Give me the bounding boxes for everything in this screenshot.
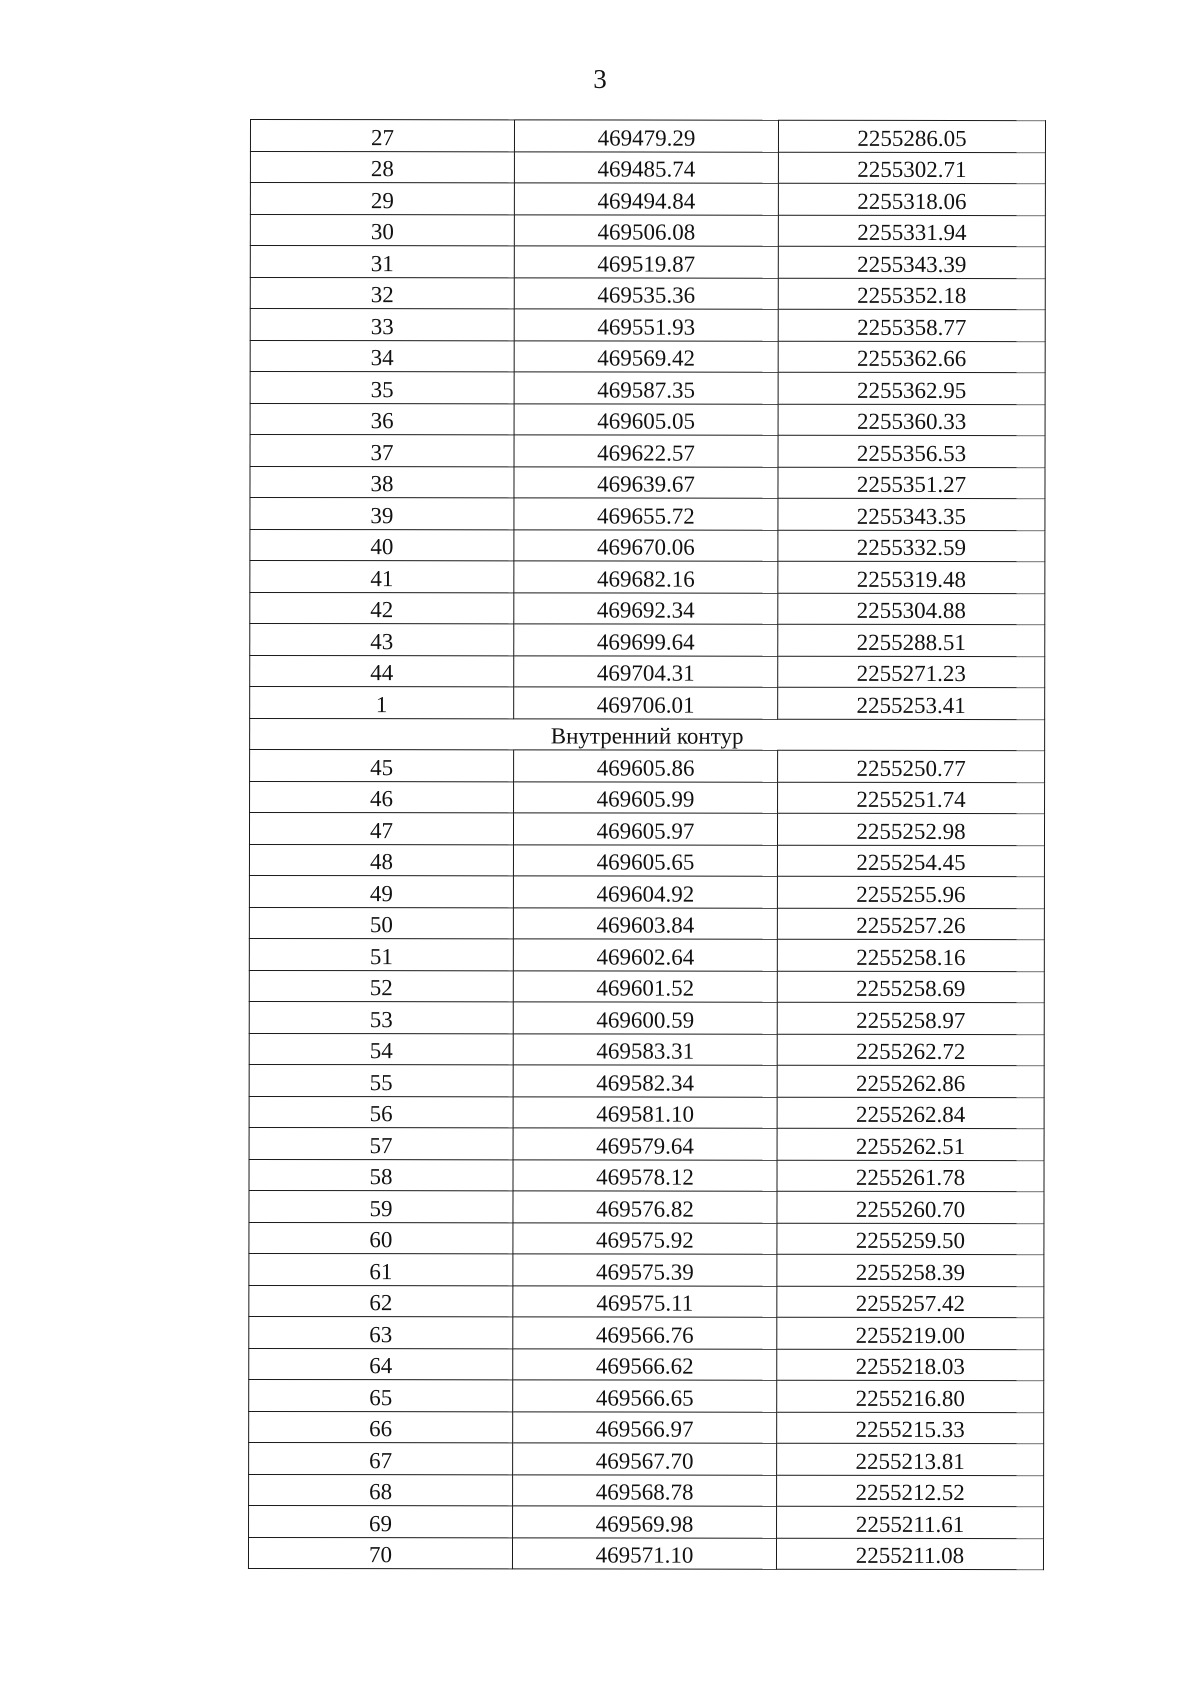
table-row: [249, 1033, 1044, 1066]
table-row: [249, 1379, 1044, 1412]
x-coordinate-cell: 469566.97: [513, 1411, 777, 1443]
x-coordinate-cell: 469566.65: [513, 1380, 777, 1412]
point-number-cell: 66: [249, 1411, 513, 1443]
point-number-cell: 52: [249, 970, 513, 1002]
y-coordinate-cell: 2255271.23: [778, 656, 1045, 688]
point-number-cell: 64: [249, 1348, 513, 1380]
x-coordinate-cell: 469603.84: [513, 907, 777, 939]
point-number-cell: 70: [248, 1537, 512, 1569]
table-row: [250, 655, 1045, 688]
table-row: [249, 1127, 1044, 1160]
point-number-cell: 69: [249, 1505, 513, 1537]
x-coordinate-cell: 469602.64: [513, 939, 777, 971]
point-number-cell: 49: [249, 875, 513, 907]
inner-contour-label: Внутренний контур: [250, 718, 1045, 751]
outer-contour-rows: [250, 120, 1046, 720]
y-coordinate-cell: 2255254.45: [777, 845, 1044, 877]
y-coordinate-cell: 2255358.77: [778, 309, 1045, 341]
point-number-cell: 43: [250, 624, 514, 656]
point-number-cell: 31: [250, 246, 514, 278]
page-number: 3: [593, 64, 607, 94]
x-coordinate-cell: 469605.65: [513, 844, 777, 876]
table-row: [250, 624, 1045, 657]
table-row: [249, 1159, 1044, 1192]
y-coordinate-cell: 2255212.52: [777, 1475, 1044, 1507]
x-coordinate-cell: 469578.12: [513, 1159, 777, 1191]
y-coordinate-cell: 2255318.06: [778, 183, 1045, 215]
point-number-cell: 51: [249, 938, 513, 970]
x-coordinate-cell: 469604.92: [513, 876, 777, 908]
x-coordinate-cell: 469485.74: [514, 151, 778, 183]
x-coordinate-cell: 469605.05: [514, 403, 778, 435]
point-number-cell: 45: [250, 750, 514, 782]
point-number-cell: 32: [250, 277, 514, 309]
point-number-cell: 41: [250, 561, 514, 593]
table-row: [249, 1253, 1044, 1286]
x-coordinate-cell: 469551.93: [514, 309, 778, 341]
x-coordinate-cell: 469575.92: [513, 1222, 777, 1254]
y-coordinate-cell: 2255286.05: [778, 120, 1045, 152]
table-row: [249, 938, 1044, 971]
y-coordinate-cell: 2255255.96: [777, 876, 1044, 908]
x-coordinate-cell: 469706.01: [514, 687, 778, 719]
table-row: [250, 561, 1045, 594]
table-row: [250, 309, 1045, 342]
table-row: [250, 498, 1045, 531]
table-row: [249, 1442, 1044, 1475]
point-number-cell: 38: [250, 466, 514, 498]
y-coordinate-cell: 2255302.71: [778, 152, 1045, 184]
y-coordinate-cell: 2255258.97: [777, 1002, 1044, 1034]
table-row: [250, 592, 1045, 625]
table-row: [248, 1537, 1043, 1570]
point-number-cell: 63: [249, 1316, 513, 1348]
table-row: [250, 277, 1045, 310]
table-row: [250, 246, 1045, 279]
table-row: [250, 151, 1045, 184]
y-coordinate-cell: 2255219.00: [777, 1317, 1044, 1349]
x-coordinate-cell: 469587.35: [514, 372, 778, 404]
point-number-cell: 46: [250, 781, 514, 813]
x-coordinate-cell: 469699.64: [514, 624, 778, 656]
table-row: [249, 970, 1044, 1003]
x-coordinate-cell: 469670.06: [514, 529, 778, 561]
point-number-cell: 27: [250, 120, 514, 152]
x-coordinate-cell: 469569.42: [514, 340, 778, 372]
x-coordinate-cell: 469568.78: [513, 1474, 777, 1506]
table-row: [249, 1474, 1044, 1507]
table-row: [250, 781, 1045, 814]
y-coordinate-cell: 2255216.80: [777, 1380, 1044, 1412]
y-coordinate-cell: 2255362.66: [778, 341, 1045, 373]
table-row: [249, 1285, 1044, 1318]
table-row: [250, 214, 1045, 247]
table-row: [249, 844, 1044, 877]
inner-contour-rows: [248, 750, 1044, 1570]
point-number-cell: 42: [250, 592, 514, 624]
y-coordinate-cell: 2255332.59: [778, 530, 1045, 562]
table-row: [250, 403, 1045, 436]
table-row: [249, 875, 1044, 908]
y-coordinate-cell: 2255257.42: [777, 1286, 1044, 1318]
y-coordinate-cell: 2255250.77: [778, 750, 1045, 782]
table-row: [250, 529, 1045, 562]
point-number-cell: 58: [249, 1159, 513, 1191]
x-coordinate-cell: 469692.34: [514, 592, 778, 624]
x-coordinate-cell: 469579.64: [513, 1128, 777, 1160]
x-coordinate-cell: 469682.16: [514, 561, 778, 593]
x-coordinate-cell: 469600.59: [513, 1002, 777, 1034]
table-row: [250, 183, 1045, 216]
point-number-cell: 50: [249, 907, 513, 939]
point-number-cell: 61: [249, 1253, 513, 1285]
point-number-cell: 44: [250, 655, 514, 687]
point-number-cell: 62: [249, 1285, 513, 1317]
table-row: [249, 907, 1044, 940]
table-row: [249, 1096, 1044, 1129]
y-coordinate-cell: 2255262.51: [777, 1128, 1044, 1160]
y-coordinate-cell: 2255262.72: [777, 1034, 1044, 1066]
table-row: [250, 372, 1045, 405]
y-coordinate-cell: 2255259.50: [777, 1223, 1044, 1255]
point-number-cell: 33: [250, 309, 514, 341]
y-coordinate-cell: 2255211.61: [777, 1506, 1044, 1538]
point-number-cell: 40: [250, 529, 514, 561]
inner-contour-header-row: [250, 718, 1045, 751]
y-coordinate-cell: 2255253.41: [778, 687, 1045, 719]
point-number-cell: 56: [249, 1096, 513, 1128]
table-row: [250, 120, 1045, 153]
y-coordinate-cell: 2255258.16: [777, 939, 1044, 971]
point-number-cell: 30: [250, 214, 514, 246]
y-coordinate-cell: 2255262.84: [777, 1097, 1044, 1129]
point-number-cell: 57: [249, 1127, 513, 1159]
x-coordinate-cell: 469566.76: [513, 1317, 777, 1349]
table-row: [250, 687, 1045, 720]
y-coordinate-cell: 2255352.18: [778, 278, 1045, 310]
y-coordinate-cell: 2255261.78: [777, 1160, 1044, 1192]
table-row: [249, 813, 1044, 846]
y-coordinate-cell: 2255260.70: [777, 1191, 1044, 1223]
y-coordinate-cell: 2255351.27: [778, 467, 1045, 499]
y-coordinate-cell: 2255213.81: [777, 1443, 1044, 1475]
y-coordinate-cell: 2255331.94: [778, 215, 1045, 247]
point-number-cell: 35: [250, 372, 514, 404]
table-row: [249, 1348, 1044, 1381]
point-number-cell: 65: [249, 1379, 513, 1411]
y-coordinate-cell: 2255218.03: [777, 1349, 1044, 1381]
table-row: [250, 750, 1045, 783]
point-number-cell: 68: [249, 1474, 513, 1506]
y-coordinate-cell: 2255262.86: [777, 1065, 1044, 1097]
point-number-cell: 29: [250, 183, 514, 215]
point-number-cell: 47: [249, 813, 513, 845]
x-coordinate-cell: 469639.67: [514, 466, 778, 498]
y-coordinate-cell: 2255319.48: [778, 561, 1045, 593]
table-row: [250, 340, 1045, 373]
point-number-cell: 34: [250, 340, 514, 372]
table-row: [249, 1411, 1044, 1444]
y-coordinate-cell: 2255215.33: [777, 1412, 1044, 1444]
x-coordinate-cell: 469582.34: [513, 1065, 777, 1097]
point-number-cell: 1: [250, 687, 514, 719]
x-coordinate-cell: 469576.82: [513, 1191, 777, 1223]
y-coordinate-cell: 2255251.74: [778, 782, 1045, 814]
x-coordinate-cell: 469655.72: [514, 498, 778, 530]
table-row: [249, 1064, 1044, 1097]
x-coordinate-cell: 469704.31: [514, 655, 778, 687]
x-coordinate-cell: 469575.39: [513, 1254, 777, 1286]
table-row: [249, 1222, 1044, 1255]
table-row: [249, 1190, 1044, 1223]
y-coordinate-cell: 2255343.39: [778, 246, 1045, 278]
y-coordinate-cell: 2255356.53: [778, 435, 1045, 467]
y-coordinate-cell: 2255252.98: [777, 813, 1044, 845]
x-coordinate-cell: 469566.62: [513, 1348, 777, 1380]
point-number-cell: 67: [249, 1442, 513, 1474]
y-coordinate-cell: 2255258.39: [777, 1254, 1044, 1286]
y-coordinate-cell: 2255304.88: [778, 593, 1045, 625]
section-header: [250, 718, 1045, 751]
y-coordinate-cell: 2255211.08: [776, 1538, 1043, 1570]
point-number-cell: 55: [249, 1064, 513, 1096]
x-coordinate-cell: 469605.97: [513, 813, 777, 845]
x-coordinate-cell: 469567.70: [513, 1443, 777, 1475]
point-number-cell: 48: [249, 844, 513, 876]
table-row: [249, 1505, 1044, 1538]
table-row: [249, 1001, 1044, 1034]
point-number-cell: 60: [249, 1222, 513, 1254]
y-coordinate-cell: 2255258.69: [777, 971, 1044, 1003]
x-coordinate-cell: 469601.52: [513, 970, 777, 1002]
x-coordinate-cell: 469571.10: [512, 1537, 776, 1569]
x-coordinate-cell: 469569.98: [513, 1506, 777, 1538]
point-number-cell: 53: [249, 1001, 513, 1033]
x-coordinate-cell: 469581.10: [513, 1096, 777, 1128]
point-number-cell: 54: [249, 1033, 513, 1065]
y-coordinate-cell: 2255343.35: [778, 498, 1045, 530]
x-coordinate-cell: 469479.29: [514, 120, 778, 152]
x-coordinate-cell: 469575.11: [513, 1285, 777, 1317]
y-coordinate-cell: 2255288.51: [778, 624, 1045, 656]
y-coordinate-cell: 2255362.95: [778, 372, 1045, 404]
x-coordinate-cell: 469583.31: [513, 1033, 777, 1065]
x-coordinate-cell: 469506.08: [514, 214, 778, 246]
point-number-cell: 59: [249, 1190, 513, 1222]
x-coordinate-cell: 469622.57: [514, 435, 778, 467]
point-number-cell: 28: [250, 151, 514, 183]
point-number-cell: 36: [250, 403, 514, 435]
x-coordinate-cell: 469535.36: [514, 277, 778, 309]
y-coordinate-cell: 2255360.33: [778, 404, 1045, 436]
table-row: [249, 1316, 1044, 1349]
point-number-cell: 39: [250, 498, 514, 530]
x-coordinate-cell: 469605.86: [514, 750, 778, 782]
table-row: [250, 435, 1045, 468]
table-row: [250, 466, 1045, 499]
x-coordinate-cell: 469519.87: [514, 246, 778, 278]
x-coordinate-cell: 469494.84: [514, 183, 778, 215]
x-coordinate-cell: 469605.99: [514, 781, 778, 813]
y-coordinate-cell: 2255257.26: [777, 908, 1044, 940]
point-number-cell: 37: [250, 435, 514, 467]
coordinates-table: [248, 119, 1046, 1570]
